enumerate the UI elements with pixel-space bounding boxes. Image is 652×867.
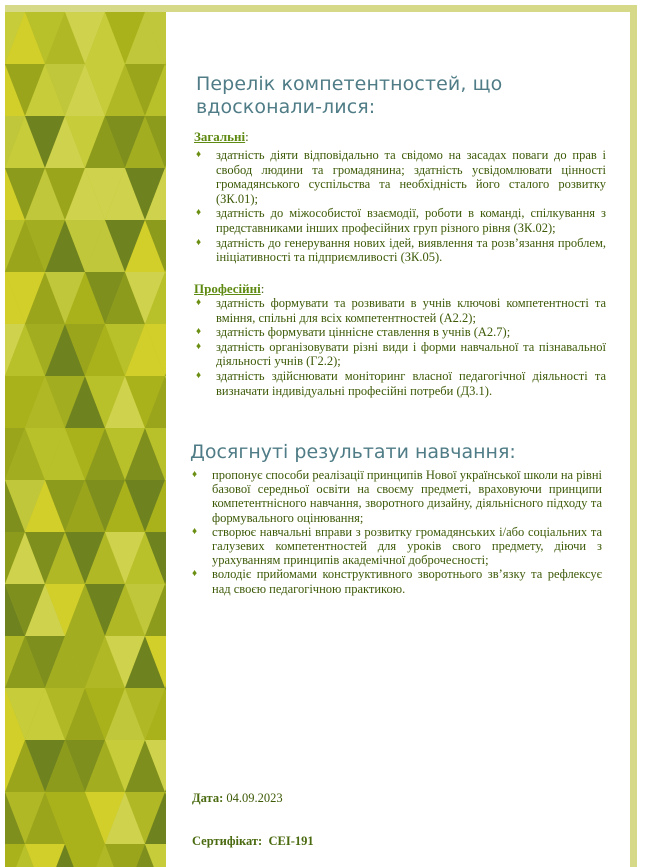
date-label: Дата: (192, 791, 224, 805)
diamond-bullet-icon: ♦ (196, 340, 202, 352)
certificate-value: CEI-191 (268, 834, 314, 848)
list-item-text: здатність діяти відповідально та свідомо на засадах поваги до прав і свобод людини та громадянина; здатність усвідомлювати цінності громадянського суспільства та необхідність його сталого розвитку (ЗК.01); (216, 148, 606, 206)
learning-results-list (190, 468, 602, 596)
list-item-text: пропонує способи реалізації принципів Нової української школи на рівні базової середньої освіти на своєму предметі, враховуючи принципи компетентнісного навчання, зворотного дизайну, діяльнісного підходу та формувального оцінювання; (212, 468, 602, 525)
list-item (194, 148, 606, 206)
professional-competencies-list (194, 296, 606, 398)
diamond-bullet-icon: ♦ (196, 236, 202, 248)
diamond-bullet-icon: ♦ (196, 149, 202, 160)
document-content (166, 12, 630, 867)
professional-label-colon: : (260, 281, 265, 296)
list-item (194, 206, 606, 235)
list-item-text: здатність формувати та розвивати в учнів ключові компетентності та вміння, спільні для всіх компетентностей (А2.2); (216, 296, 606, 325)
date-value: 04.09.2023 (226, 791, 283, 805)
diamond-bullet-icon: ♦ (192, 568, 198, 580)
list-item-text: володіє прийомами конструктивного зворотнього зв’язку та рефлексує над своєю педагогічною практикою. (212, 567, 602, 596)
certificate-label: Сертифікат: (192, 834, 263, 848)
list-item-text: здатність до генерування нових ідей, виявлення та розв’язання проблем, ініціативності та підприємливості (ЗК.05). (216, 235, 606, 265)
list-item (194, 236, 606, 265)
list-item-text: здатність до міжособистої взаємодії, роботи в команді, спілкування з представниками інших професійних груп різного рівня (ЗК.02); (216, 206, 606, 235)
list-item (194, 325, 606, 340)
diamond-bullet-icon: ♦ (192, 525, 198, 537)
triangle-pattern-graphic (5, 12, 166, 867)
general-competencies-list (194, 148, 606, 265)
list-item-text: здатність здійснювати моніторинг власної педагогічної діяльності та визначати індивідуальні професійні потреби (Д3.1). (216, 368, 606, 398)
professional-label-text: Професійні (194, 281, 261, 296)
diamond-bullet-icon: ♦ (196, 207, 202, 219)
professional-section-label (194, 281, 264, 297)
diamond-bullet-icon: ♦ (196, 369, 202, 381)
list-item-text: здатність формувати ціннісне ставлення в учнів (А2.7); (216, 325, 511, 340)
decorative-triangle-pattern (5, 12, 166, 867)
certificate-line (192, 834, 314, 849)
list-item-text: здатність організовувати різні види і форми навчальної та пізнавальної діяльності учнів (Г2.2); (216, 339, 606, 369)
diamond-bullet-icon: ♦ (196, 297, 202, 308)
learning-results-title: Досягнуті результати навчання: (190, 441, 516, 463)
list-item (190, 567, 602, 595)
list-item (190, 525, 602, 568)
list-item (194, 296, 606, 325)
general-section-label (194, 129, 249, 145)
list-item (194, 340, 606, 369)
date-line (192, 791, 283, 806)
list-item-text: створює навчальні вправи з розвитку громадянських і/або соціальних та галузевих компетентностей для уроків свого предмету, діючи з урахуванням принципів академічної доброчесності; (212, 524, 602, 568)
general-label-text: Загальні (194, 129, 246, 144)
diamond-bullet-icon: ♦ (196, 326, 202, 338)
diamond-bullet-icon: ♦ (192, 469, 198, 480)
list-item (194, 369, 606, 398)
list-item (190, 468, 602, 525)
competencies-title: Перелік компетентностей, що вдосконали-лися: (196, 73, 503, 118)
general-label-colon: : (245, 129, 249, 144)
